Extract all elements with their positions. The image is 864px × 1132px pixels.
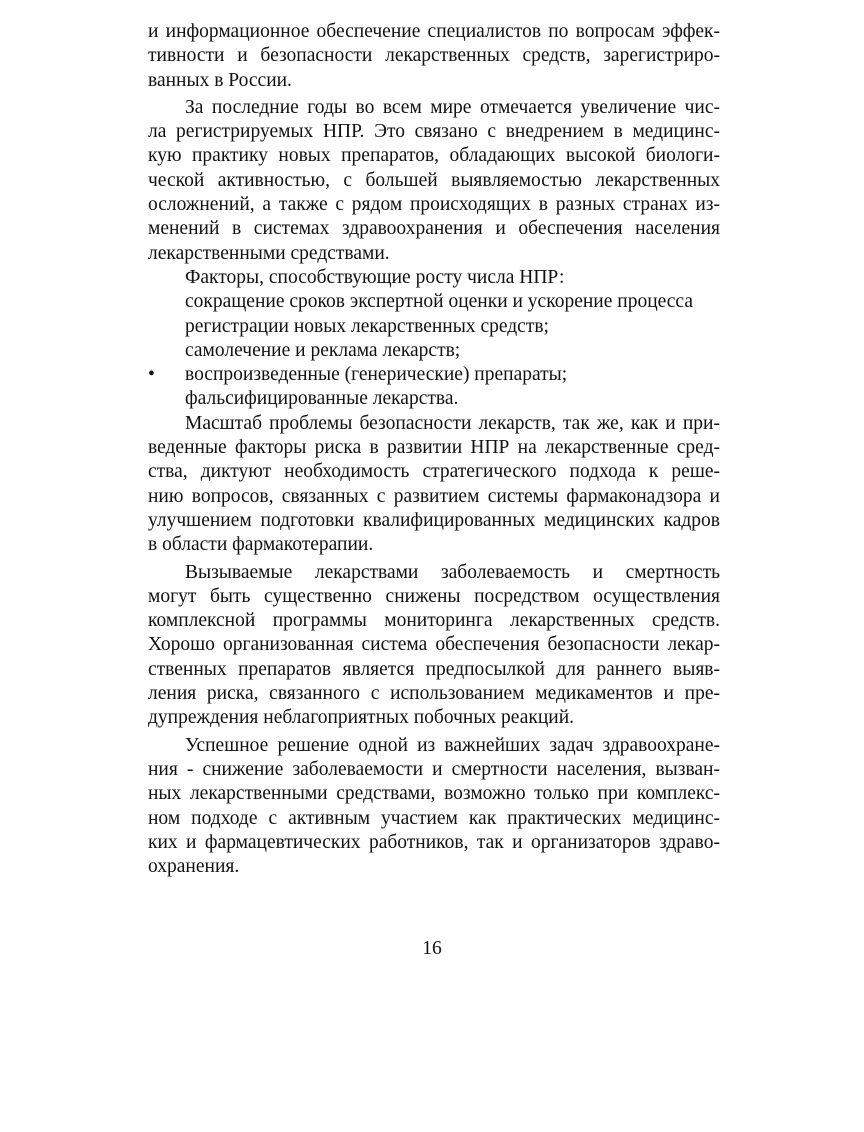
text-line: в области фармакотерапии. [148, 534, 374, 556]
list-item: сокращение сроков экспертной оценки и ускорение процесса [185, 291, 693, 313]
text-line: менений в системах здравоохранения и обеспечения населения [148, 218, 720, 240]
text-line: ния - снижение заболеваемости и смертности населения, вызван- [148, 758, 720, 780]
text-line: веденные факторы риска в развитии НПР на лекарственные сред- [148, 437, 720, 459]
page-number: 16 [422, 938, 442, 959]
text-line: ких и фармацевтических работников, так и организаторов здраво- [148, 831, 720, 853]
list-item: фальсифицированные лекарства. [185, 388, 459, 410]
text-line: кую практику новых препаратов, обладающих высокой биологи- [148, 145, 720, 167]
list-item-text: воспроизведенные (генерические) препараты; [185, 364, 568, 386]
text-line: осложнений, а также с рядом происходящих в разных странах из- [148, 194, 720, 216]
text-line: За последние годы во всем мире отмечается увеличение чис- [185, 96, 720, 118]
text-line: лекарственными средствами. [148, 242, 390, 264]
text-line: тивности и безопасности лекарственных средств, зарегистриро- [148, 45, 720, 67]
text-line: ственных препаратов является предпосылкой для раннего выяв- [148, 658, 720, 680]
text-line: нию вопросов, связанных с развитием системы фармаконадзора и [148, 485, 720, 507]
text-line: могут быть существенно снижены посредством осуществления [148, 585, 720, 607]
text-line: Хорошо организованная система обеспечения безопасности лекар- [148, 634, 720, 656]
text-line: ческой активностью, с большей выявляемостью лекарственных [148, 169, 720, 191]
text-line: ла регистрируемых НПР. Это связано с внедрением в медицинс- [148, 121, 720, 143]
list-heading: Факторы, способствующие росту числа НПР: [185, 266, 565, 288]
text-line: Масштаб проблемы безопасности лекарств, так же, как и при- [185, 412, 720, 434]
bullet-icon: • [148, 364, 155, 386]
text-line: Вызываемые лекарствами заболеваемость и смертность [185, 561, 720, 583]
text-line: ства, диктуют необходимость стратегического подхода к реше- [148, 461, 720, 483]
list-item [148, 363, 720, 387]
text-line: ванных в России. [148, 69, 292, 91]
text-line: и информационное обеспечение специалистов по вопросам эффек- [148, 21, 720, 42]
list-item: самолечение и реклама лекарств; [185, 339, 461, 361]
list-item-continuation: регистрации новых лекарственных средств; [185, 315, 549, 337]
document-body [148, 20, 720, 879]
text-line: Успешное решение одной из важнейших задач здравоохране- [185, 734, 720, 756]
text-line: улучшением подготовки квалифицированных медицинских кадров [148, 509, 720, 531]
text-line: комплексной программы мониторинга лекарственных средств. [148, 610, 720, 632]
text-line: охранения. [148, 856, 240, 878]
text-line: дупреждения неблагоприятных побочных реакций. [148, 707, 575, 729]
text-line: ном подходе с активным участием как практических медицинс- [148, 807, 720, 829]
text-line: ных лекарственными средствами, возможно только при комплекс- [148, 783, 720, 805]
text-line: ления риска, связанного с использованием медикаментов и пре- [148, 683, 720, 705]
